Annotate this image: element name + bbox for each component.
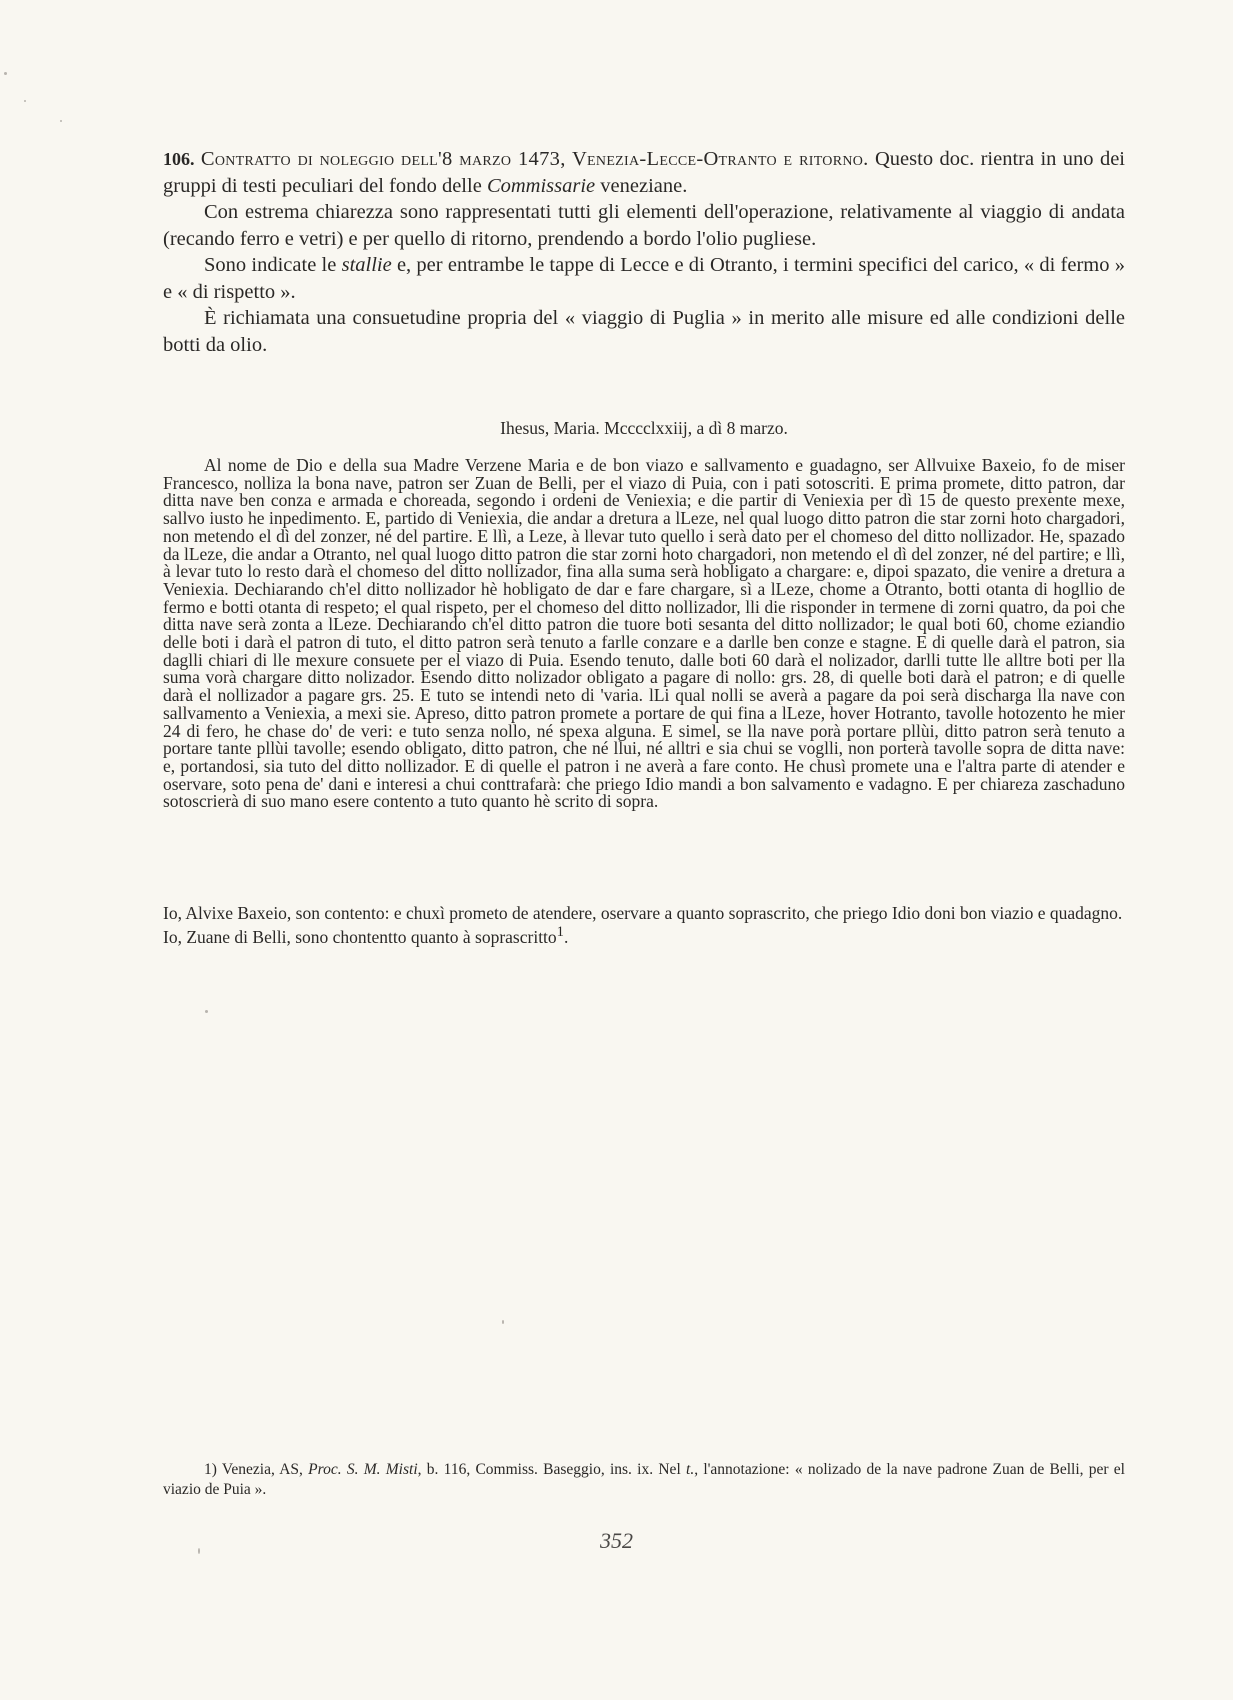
paper-speck (205, 1010, 208, 1013)
paper-speck (198, 1548, 200, 1554)
document-heading: Contratto di noleggio dell'8 marzo 1473, Venezia-Lecce-Otranto e ritorno. (200, 148, 869, 170)
signature-line: Io, Zuane di Belli, sono chontentto quanto à soprascritto$^1$. (163, 924, 569, 947)
commentary-paragraph: Con estrema chiarezza sono rappresentati tutti gli elementi dell'operazione, relativamente al viaggio di andata (recando ferro e vetri) e per quello di ritorno, prendendo a bordo l'olio pugliese. (163, 201, 1125, 250)
paper-speck (60, 120, 62, 122)
footnote: 1) Venezia, AS, Proc. S. M. Misti, b. 116, Commiss. Baseggio, ins. ix. Nel t., l'annotazione: « nolizado de la nave padrone Zuan de Belli, per el viazio de Puia ». (163, 1461, 1125, 1498)
commentary (163, 146, 1125, 358)
document-number: 106. (163, 149, 195, 169)
paper-speck (24, 100, 26, 102)
transcription-paragraph: Al nome de Dio e della sua Madre Verzene Maria e de bon viazo e sallvamento e guadagno, ser Allvuixe Baxeio, fo de miser Francesco, nolliza la bona nave, patron ser Zuan de Belli, per el viazo di Puia, con i pati sotoscriti. E prima promete, ditto patron, dar ditta nave ben conza e armada e choreada, segondo i ordeni de Veniexia; e die partir di Veniexia per dì 15 de questo prexente mexe, sallvo iusto he inpedimento. E, partido di Veniexia, die andar a dretura a lLeze, nel qual luogo ditto patron die star zorni hoto chargadori, non metendo el dì del zonzer, né del partire. E llì, a Leze, à llevar tuto quello i serà dato per el chomeso del ditto nollizador. He, spazado da lLeze, die andar a Otranto, nel qual luogo ditto patron die star zorni hoto chargadori, non metendo el dì del zonzer, né del partire; e llì, à levar tuto lo resto darà el chomeso del ditto nollizador, fina alla suma serà hobligato a chargare: e, dipoi spazato, die venire a dretura a Veniexia. Dechiarando ch'el ditto nollizador hè hobligato de dar e fare chargare, sì a lLeze, chome a Otranto, botti otanta di hogllio de fermo e botti otanta di respeto; el qual rispeto, per el chomeso del ditto nollizador, lli die risponder in termene di zorni quatro, da poi che ditta nave serà zonta a lLeze. Dechiarando ch'el ditto patron die tuore boti sesanta del ditto nollizador; le qual boti 60, chome eziandio delle boti i darà el patron di tuto, el ditto patron serà tenuto a farlle conzare e a darlle ben conze e stagne. E di quelle darà el patron, sia daglli chiari di lle mexure consuete per el viazo di Puia. Esendo tenuto, dalle boti 60 darà el nolizador, darlli tutte lle alltre boti per lla suma vorà chargare ditto nolizador. Esendo ditto nolizador obligato a pagare di nollo: grs. 28, di quelle boti darà el patron; e di quelle darà el nollizador a pagare grs. 25. E tuto se intendi neto di 'varia. lLi qual nolli se averà a pagare da poi serà discharga lla nave con sallvamento a Veniexia, a mexi sie. Apreso, ditto patron promete a portare de qui fina a lLeze, hover Hotranto, tavolle hotozento he mier 24 di fero, he chase do' de veri: e tuto senza nollo, né spexa alguna. E simel, se lla nave porà portare pllùi, ditto patron serà tenuto a portare tante pllùi tavolle; esendo obligato, ditto patron, che né llui, né alltri e sia chui se voglli, non porterà tavolle sopra de ditta nave: e, portandosi, sia tuto del ditto nollizador. E di quelle el patron i ne averà a fare conto. He chusì promete una e l'altra parte di atender e oservare, soto pena de' dani e interesi a chui conttrafarà: che priego Idio mandi a bon salvamento e vadagno. E per chiareza zaschaduno sotoscrierà di suo mano esere contento a tuto quanto hè scrito di sopra. (163, 455, 1125, 812)
signature-line: Io, Alvixe Baxeio, son contento: e chuxì prometo de atendere, oservare a quanto soprascrito, che priego Idio doni bon viazio e quadagno. (163, 903, 1123, 923)
signatures (163, 904, 1125, 947)
transcription-heading: Ihesus, Maria. Mccccl​xxiij, a dì 8 marzo. (500, 418, 788, 438)
commentary-paragraph: 106. Contratto di noleggio dell'8 marzo 1473, Venezia-Lecce-Otranto e ritorno. Questo doc. rientra in uno dei gruppi di testi peculiari del fondo delle Commissarie veneziane. (163, 148, 1125, 197)
paper-speck (4, 72, 7, 75)
commentary-paragraph: Sono indicate le stallie e, per entrambe le tappe di Lecce e di Otranto, i termini specifici del carico, « di fermo » e « di rispetto ». (163, 254, 1125, 303)
page-number: 352 (600, 1528, 633, 1553)
commentary-paragraph: È richiamata una consuetudine propria del « viaggio di Puglia » in merito alle misure ed alle condizioni delle botti da olio. (163, 307, 1125, 356)
transcription-body (163, 457, 1125, 811)
footnote-marker: 1) (204, 1461, 217, 1478)
paper-speck (502, 1320, 504, 1324)
footnote-reference: 1 (556, 924, 564, 940)
